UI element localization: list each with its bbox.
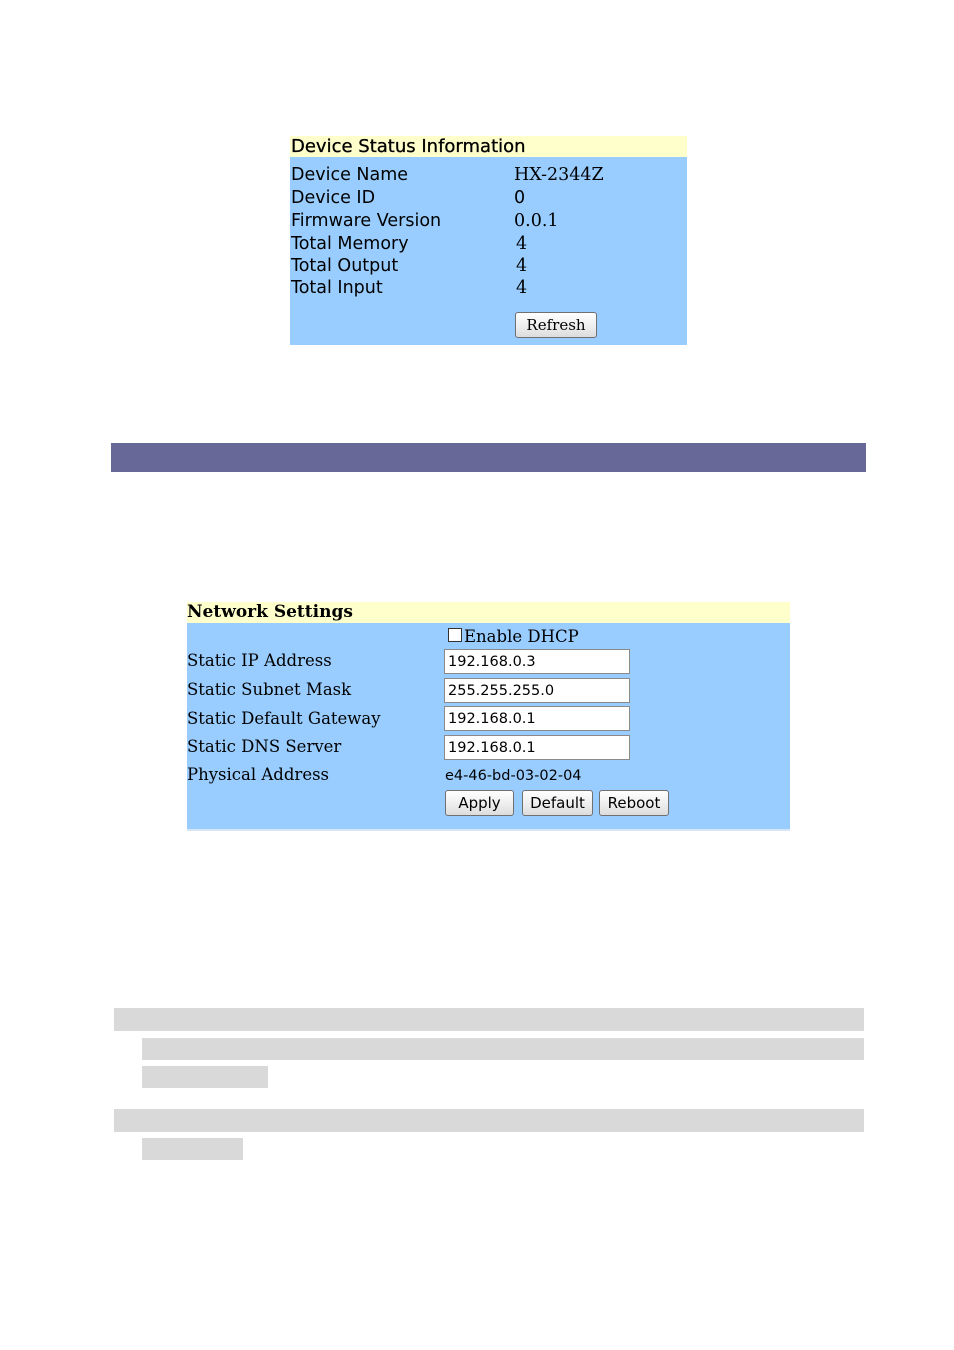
refresh-button[interactable]: Refresh [515,312,597,338]
dns-server-input[interactable] [444,735,630,760]
placeholder-bar [142,1138,243,1160]
status-label: Device ID [291,188,376,208]
apply-button[interactable]: Apply [445,790,514,816]
section-divider-bar [111,443,866,472]
device-status-title: Device Status Information [290,136,687,157]
placeholder-bar [142,1066,268,1088]
status-row-device-name [290,164,687,187]
status-value: 4 [516,234,528,254]
status-value: 0.0.1 [514,211,559,231]
status-row-total-input [290,277,687,300]
status-row-total-output [290,255,687,278]
physical-address-value: e4-46-bd-03-02-04 [445,768,582,784]
enable-dhcp-label[interactable]: Enable DHCP [464,627,579,646]
default-button[interactable]: Default [522,790,593,816]
network-settings-panel [187,602,790,831]
enable-dhcp-checkbox[interactable] [448,628,462,642]
static-ip-input[interactable] [444,649,630,674]
placeholder-bar [114,1109,864,1132]
status-label: Device Name [291,165,409,185]
placeholder-bar [142,1038,864,1060]
reboot-button[interactable]: Reboot [599,790,669,816]
status-label: Total Output [291,256,399,276]
status-value: HX-2344Z [514,165,604,185]
subnet-mask-input[interactable] [444,678,630,703]
dhcp-option[interactable] [448,626,579,648]
placeholder-bar [114,1008,864,1031]
network-settings-title: Network Settings [187,602,790,623]
status-label: Total Memory [291,234,409,254]
physical-address-label: Physical Address [187,765,330,784]
status-label: Firmware Version [291,211,442,231]
status-row-device-id [290,187,687,210]
default-gateway-label: Static Default Gateway [187,709,381,728]
status-value: 0 [514,188,526,208]
status-value: 4 [516,256,528,276]
status-row-firmware-version [290,210,687,233]
default-gateway-input[interactable] [444,706,630,731]
status-row-total-memory [290,233,687,256]
device-status-panel [290,136,687,345]
status-value: 4 [516,278,528,298]
dns-server-label: Static DNS Server [187,737,342,756]
subnet-mask-label: Static Subnet Mask [187,680,352,699]
static-ip-label: Static IP Address [187,651,332,670]
status-label: Total Input [291,278,383,298]
